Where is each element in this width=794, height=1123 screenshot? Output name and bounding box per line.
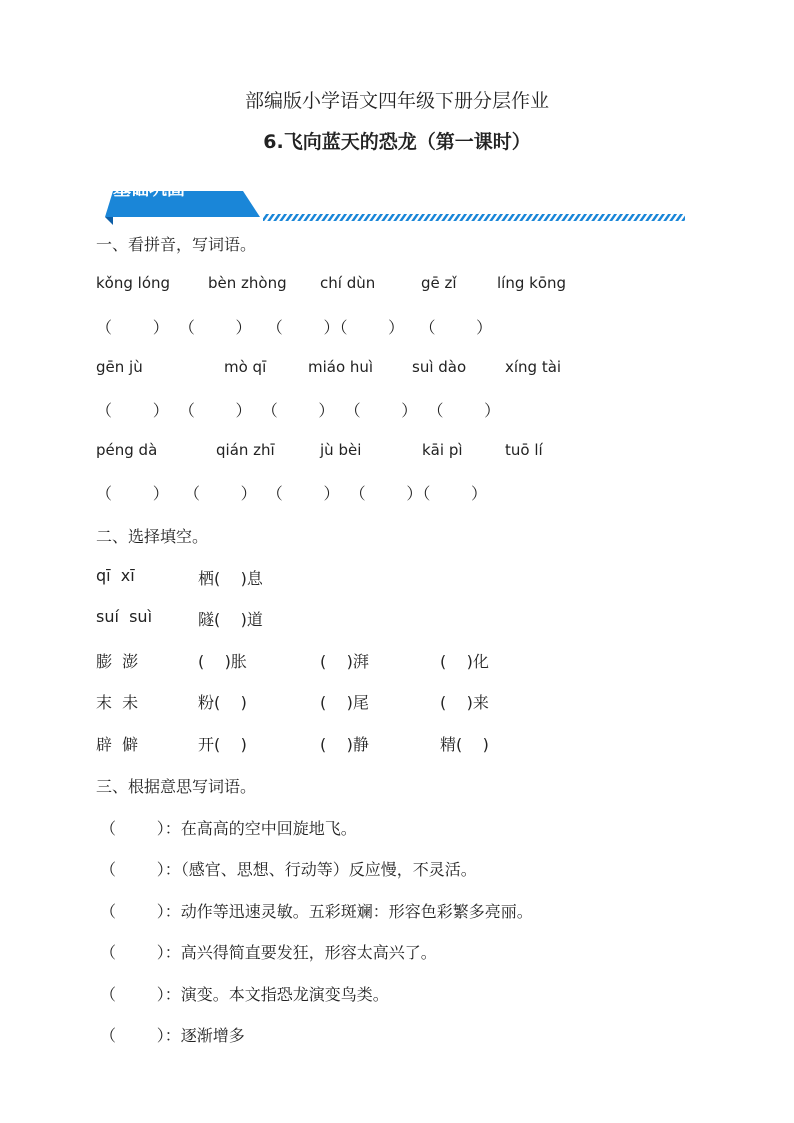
pinyin: kāi pì xyxy=(422,441,463,459)
answer-blanks[interactable]: （ ） （ ） （ ）（ ） （ ） xyxy=(96,318,493,337)
pinyin: gēn jù xyxy=(96,358,143,376)
pinyin: gē zǐ xyxy=(421,274,457,292)
pinyin: líng kōng xyxy=(497,274,567,292)
answer-blanks[interactable]: （ ） （ ） （ ） （ ） （ ） xyxy=(96,401,501,420)
pinyin: kǒng lóng xyxy=(96,274,171,292)
definition-item[interactable]: （ ）：在高高的空中回旋地飞。 xyxy=(100,819,357,838)
pinyin: mò qī xyxy=(224,358,267,376)
definition-item[interactable]: （ ）：逐渐增多 xyxy=(100,1026,245,1045)
pinyin: suì dào xyxy=(412,358,467,376)
banner-graphic xyxy=(105,187,690,227)
choice-item[interactable]: 精( ) xyxy=(440,735,489,754)
answer-blanks[interactable]: （ ） （ ） （ ） （ ）（ ） xyxy=(96,484,488,503)
document-title: 部编版小学语文四年级下册分层作业 xyxy=(244,90,549,112)
choice-item[interactable]: ( )化 xyxy=(440,652,489,671)
lesson-title: 6.飞向蓝天的恐龙（第一课时） xyxy=(263,131,531,153)
pinyin: bèn zhòng xyxy=(208,274,287,292)
banner-label: 基础巩固 xyxy=(113,179,185,200)
choice-item[interactable]: 粉( ) xyxy=(198,693,247,712)
choice-item[interactable]: ( )胀 xyxy=(198,652,247,671)
definition-item[interactable]: （ ）：（感官、思想、行动等）反应慢，不灵活。 xyxy=(100,860,477,879)
choice-chars: suí suì xyxy=(96,607,153,626)
choice-item[interactable]: ( )来 xyxy=(440,693,489,712)
definition-item[interactable]: （ ）：动作等迅速灵敏。五彩斑斓：形容色彩繁多亮丽。 xyxy=(100,902,533,921)
section1-heading: 一、看拼音，写词语。 xyxy=(96,235,257,254)
choice-item[interactable]: ( )尾 xyxy=(320,693,369,712)
choice-item[interactable]: ( )静 xyxy=(320,735,369,754)
definition-item[interactable]: （ ）：高兴得简直要发狂，形容太高兴了。 xyxy=(100,943,437,962)
choice-chars: 辟 僻 xyxy=(96,735,139,754)
choice-item[interactable]: 隧( )道 xyxy=(198,610,263,629)
choice-chars: qī xī xyxy=(96,566,135,585)
section2-heading: 二、选择填空。 xyxy=(96,527,209,546)
pinyin: péng dà xyxy=(96,441,158,459)
pinyin: qián zhī xyxy=(216,441,275,459)
pinyin: xíng tài xyxy=(505,358,562,376)
section3-heading: 三、根据意思写词语。 xyxy=(96,777,257,796)
pinyin: tuō lí xyxy=(505,441,543,459)
choice-chars: 膨 澎 xyxy=(96,652,139,671)
choice-item[interactable]: 开( ) xyxy=(198,735,247,754)
pinyin: chí dùn xyxy=(320,274,376,292)
choice-chars: 末 未 xyxy=(96,693,139,712)
definition-item[interactable]: （ ）：演变。本文指恐龙演变鸟类。 xyxy=(100,985,389,1004)
pinyin: miáo huì xyxy=(308,358,374,376)
choice-item[interactable]: 栖( )息 xyxy=(198,569,263,588)
choice-item[interactable]: ( )湃 xyxy=(320,652,369,671)
section-banner xyxy=(95,168,680,208)
pinyin: jù bèi xyxy=(320,441,362,459)
